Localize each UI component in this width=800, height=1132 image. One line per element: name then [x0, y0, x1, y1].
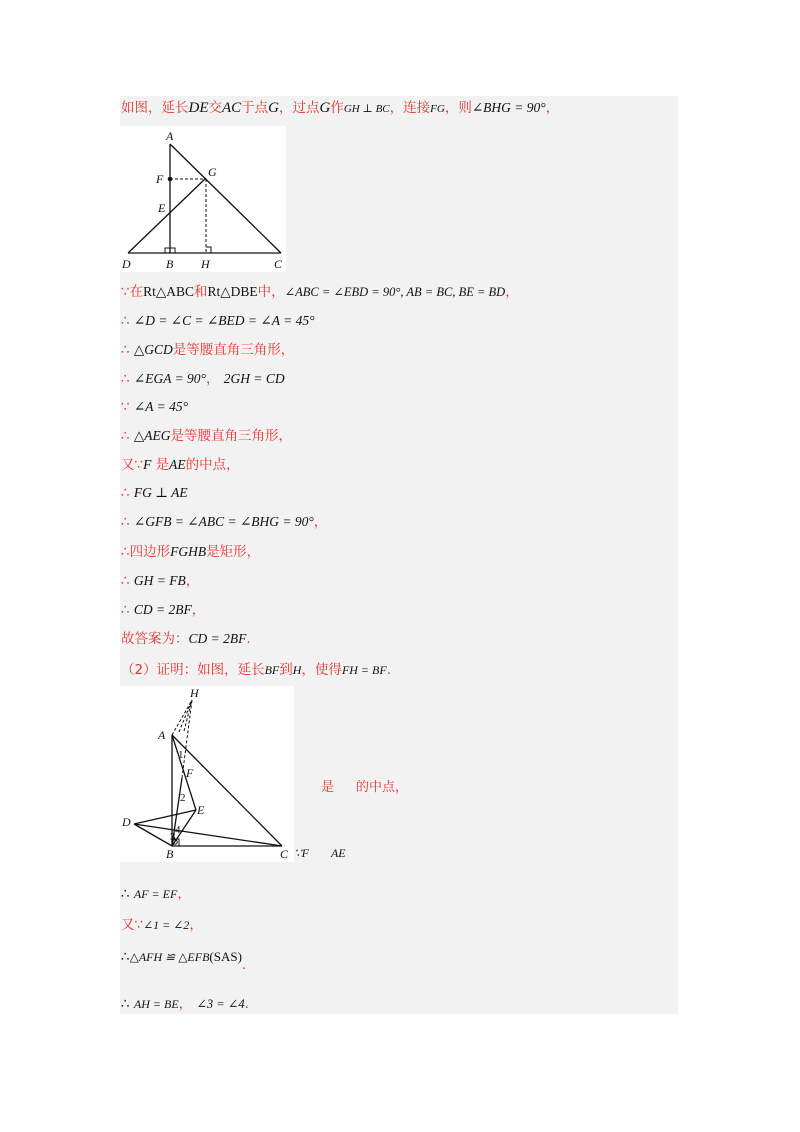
solution-line-16: ∴ AF = EF，	[121, 886, 191, 902]
fig2-label-3: 3	[170, 831, 176, 843]
solution-line-8: 又∵F 是AE的中点，	[121, 457, 240, 473]
solution-line-13: ∴ CD = 2BF，	[121, 602, 206, 618]
solution-line-2: ∵在Rt△ABC和Rt△DBE中，∠ABC = ∠EBD = 90°, AB = BC, BE = BD，	[121, 284, 519, 300]
solution-line-19: ∴ AH = BE， ∠3 = ∠4.	[121, 996, 249, 1012]
solution-line-1: 如图，延长DE交AC于点G，过点G作GH ⊥ BC，连接FG，则∠BHG = 90°，	[121, 100, 560, 116]
fig2-label-C: C	[280, 847, 289, 861]
solution-line-4: ∴ △GCD是等腰直角三角形，	[121, 342, 295, 358]
figure-1-triangle	[120, 126, 286, 272]
fig1-label-G: G	[208, 165, 217, 179]
fig2-label-4: 4	[175, 824, 181, 836]
fig1-label-E: E	[158, 201, 166, 215]
fig1-label-A: A	[166, 129, 174, 143]
solution-line-18: ∴△AFH ≌ △EFB(SAS).	[121, 949, 247, 973]
fig2-label-E: E	[197, 803, 205, 817]
solution-line-7: ∴ △AEG是等腰直角三角形，	[121, 428, 293, 444]
solution-line-9: ∴ FG ⊥ AE	[121, 485, 188, 501]
solution-line-12: ∴ GH = FB，	[121, 573, 200, 589]
given-fragment: ∵F AE	[294, 846, 346, 860]
fig1-label-C: C	[274, 257, 283, 271]
fig1-label-H: H	[201, 257, 210, 271]
solution-line-15: （2）证明：如图，延长BF到H，使得FH = BF.	[121, 662, 391, 678]
midpoint-fragment: 是 的中点，	[321, 780, 409, 795]
fig2-label-A: A	[158, 728, 166, 742]
fig2-label-H: H	[190, 686, 199, 700]
fig1-label-D: D	[122, 257, 131, 271]
fig1-label-F: F	[156, 172, 164, 186]
fig2-label-F: F	[186, 766, 194, 780]
solution-line-11: ∴四边形FGHB是矩形，	[121, 544, 261, 560]
solution-line-5: ∴ ∠EGA = 90°， 2GH = CD	[121, 371, 285, 387]
solution-line-10: ∴ ∠GFB = ∠ABC = ∠BHG = 90°，	[121, 514, 328, 530]
fig2-label-D: D	[122, 815, 131, 829]
figure-2-triangles	[120, 686, 294, 862]
fig2-label-2: 2	[180, 792, 186, 804]
solution-line-14: 故答案为：CD = 2BF.	[121, 631, 251, 647]
fig1-label-B: B	[166, 257, 174, 271]
fig2-label-B: B	[166, 847, 174, 861]
solution-line-3: ∴ ∠D = ∠C = ∠BED = ∠A = 45°	[121, 313, 315, 329]
solution-line-17: 又∵∠1 = ∠2，	[121, 917, 203, 933]
solution-line-6: ∵ ∠A = 45°	[121, 399, 188, 415]
fig2-label-1: 1	[178, 749, 184, 761]
